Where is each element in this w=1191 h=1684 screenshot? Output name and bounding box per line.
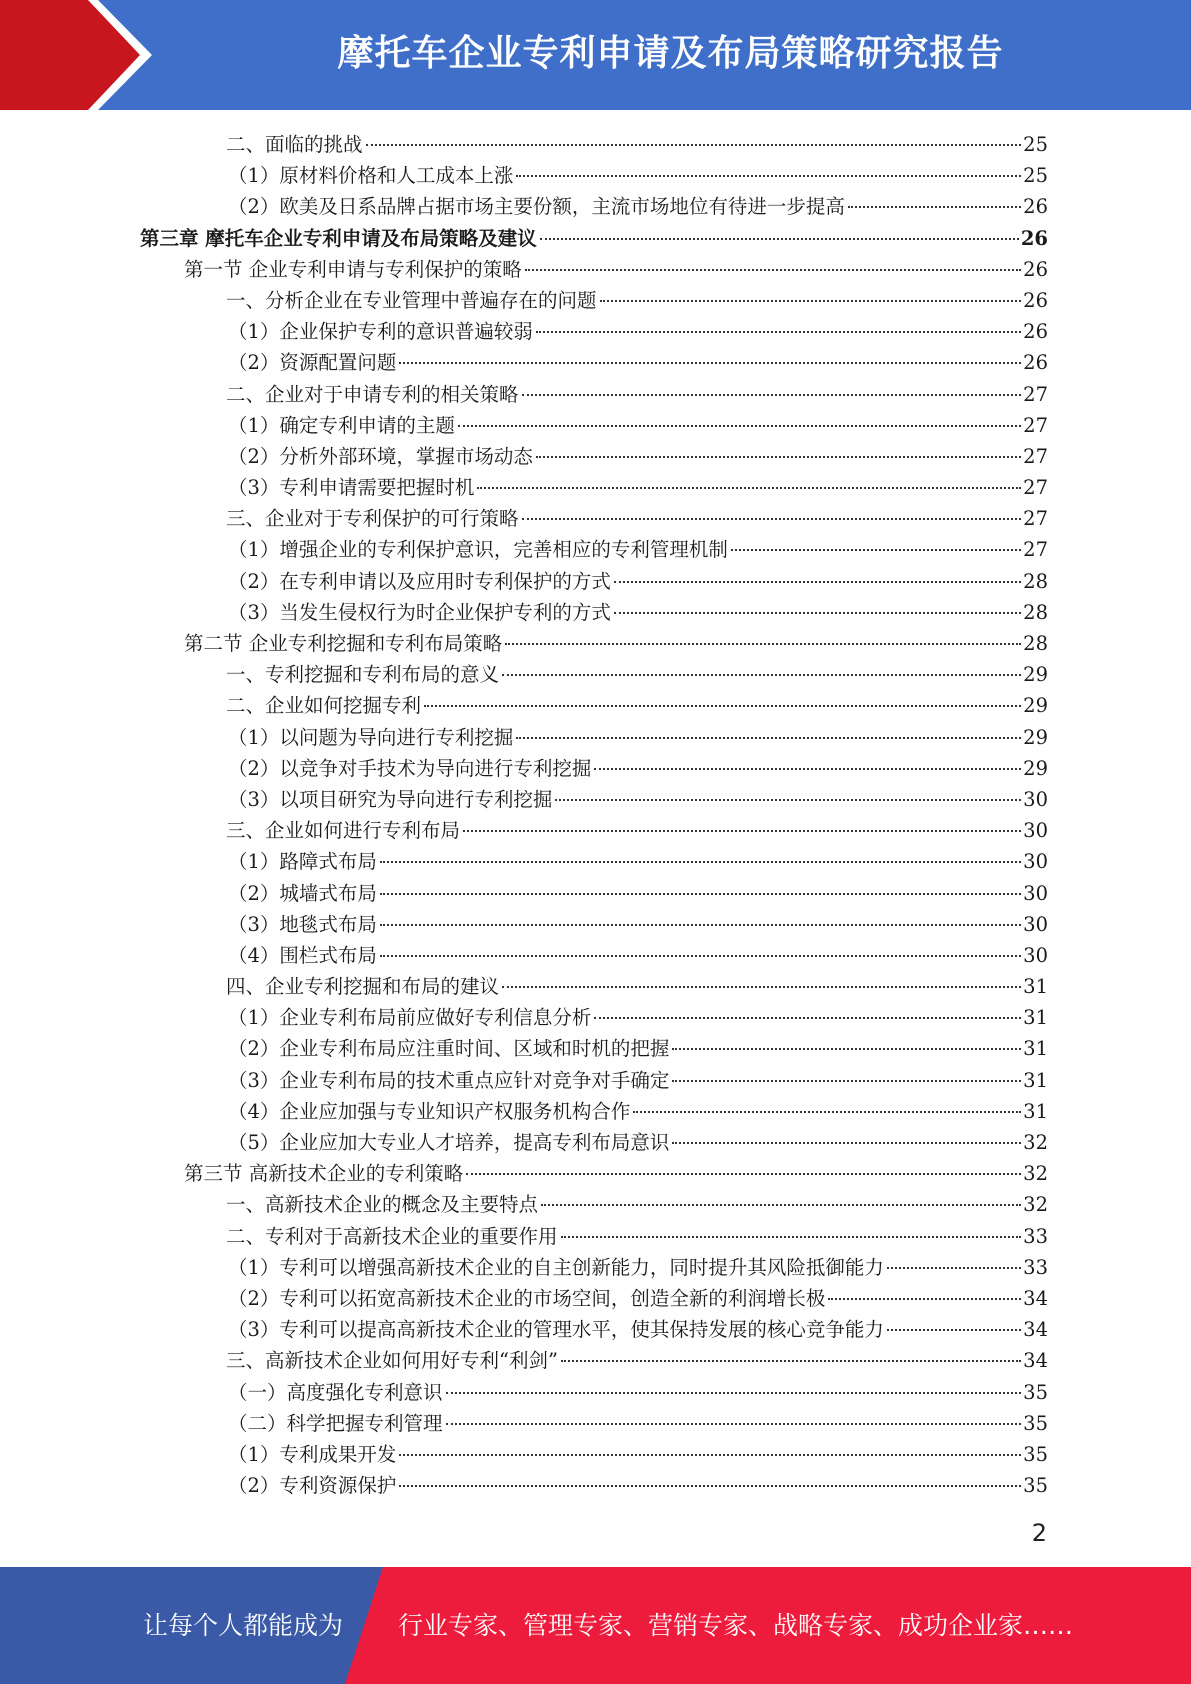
toc-entry[interactable]: [140, 815, 1048, 846]
toc-entry[interactable]: [140, 472, 1048, 503]
toc-entry[interactable]: [140, 1252, 1048, 1283]
toc-dot-leader: [887, 1329, 1021, 1331]
toc-dot-leader: [505, 643, 1021, 645]
toc-dot-leader: [424, 705, 1021, 707]
toc-entry-title: （3）企业专利布局的技术重点应针对竞争对手确定: [228, 1068, 670, 1092]
toc-entry-title: （2）资源配置问题: [228, 351, 397, 375]
toc-entry-title: （2）在专利申请以及应用时专利保护的方式: [228, 569, 611, 593]
toc-entry-title: （1）企业保护专利的意识普遍较弱: [228, 320, 533, 344]
toc-entry[interactable]: [140, 347, 1048, 378]
page-header: [0, 0, 1191, 110]
toc-dot-leader: [672, 1080, 1021, 1082]
toc-entry-title: （1）原材料价格和人工成本上涨: [228, 164, 514, 188]
toc-entry[interactable]: [140, 1158, 1048, 1189]
toc-entry-page: 31: [1023, 1037, 1048, 1061]
toc-entry[interactable]: [140, 160, 1048, 191]
toc-entry[interactable]: [140, 846, 1048, 877]
toc-entry-page: 25: [1023, 133, 1048, 156]
toc-dot-leader: [848, 206, 1021, 208]
toc-entry-title: 二、企业如何挖掘专利: [226, 694, 422, 718]
toc-entry-title: （2）专利资源保护: [228, 1474, 397, 1498]
toc-entry-page: 27: [1023, 538, 1048, 562]
toc-entry-title: （2）欧美及日系品牌占据市场主要份额，主流市场地位有待进一步提高: [228, 195, 845, 219]
toc-entry[interactable]: [140, 1283, 1048, 1314]
toc-entry-title: （2）企业专利布局应注重时间、区域和时机的把握: [228, 1037, 670, 1061]
toc-entry[interactable]: [140, 1408, 1048, 1439]
toc-dot-leader: [399, 362, 1021, 364]
toc-entry-page: 27: [1023, 382, 1048, 406]
toc-entry-page: 33: [1023, 1255, 1048, 1279]
toc-entry-page: 28: [1023, 600, 1048, 624]
toc-entry-title: 二、企业对于申请专利的相关策略: [226, 382, 519, 406]
toc-dot-leader: [380, 893, 1021, 895]
toc-entry-title: 第二节 企业专利挖掘和专利布局策略: [184, 632, 503, 655]
toc-entry-title: 一、高新技术企业的概念及主要特点: [226, 1193, 539, 1217]
toc-dot-leader: [399, 1485, 1021, 1487]
toc-entry-page: 34: [1023, 1318, 1048, 1342]
toc-dot-leader: [614, 612, 1021, 614]
toc-entry-page: 29: [1023, 694, 1048, 718]
toc-dot-leader: [672, 1142, 1021, 1144]
toc-entry-page: 30: [1023, 912, 1048, 936]
toc-dot-leader: [828, 1298, 1021, 1300]
toc-entry[interactable]: [140, 1439, 1048, 1470]
toc-entry[interactable]: [140, 1096, 1048, 1127]
toc-entry[interactable]: [140, 1470, 1048, 1501]
toc-entry[interactable]: [140, 1221, 1048, 1252]
toc-dot-leader: [446, 1423, 1022, 1425]
toc-entry[interactable]: [140, 566, 1048, 597]
toc-entry[interactable]: [140, 784, 1048, 815]
toc-entry[interactable]: [140, 1314, 1048, 1345]
toc-entry-page: 26: [1023, 288, 1048, 312]
toc-entry[interactable]: [140, 1377, 1048, 1408]
toc-entry-page: 31: [1023, 1068, 1048, 1092]
toc-dot-leader: [463, 830, 1021, 832]
toc-dot-leader: [561, 1360, 1021, 1362]
toc-entry-title: （5）企业应加大专业人才培养，提高专利布局意识: [228, 1131, 670, 1154]
toc-entry[interactable]: [140, 379, 1048, 410]
toc-dot-leader: [525, 269, 1021, 271]
toc-entry[interactable]: [140, 690, 1048, 721]
report-title: 摩托车企业专利申请及布局策略研究报告: [337, 33, 1004, 74]
toc-entry-title: （一）高度强化专利意识: [228, 1380, 443, 1404]
toc-dot-leader: [887, 1267, 1021, 1269]
toc-entry-title: 第一节 企业专利申请与专利保护的策略: [184, 257, 522, 281]
toc-dot-leader: [366, 144, 1022, 146]
toc-dot-leader: [516, 175, 1021, 177]
toc-entry[interactable]: [140, 878, 1048, 909]
toc-dot-leader: [536, 456, 1021, 458]
toc-dot-leader: [399, 1454, 1021, 1456]
toc-entry[interactable]: [140, 1002, 1048, 1033]
toc-entry[interactable]: [140, 597, 1048, 628]
toc-entry[interactable]: [140, 722, 1048, 753]
toc-entry-page: 26: [1023, 195, 1048, 219]
toc-entry-page: 29: [1023, 725, 1048, 749]
toc-entry[interactable]: [140, 971, 1048, 1002]
toc-entry-title: 三、企业对于专利保护的可行策略: [226, 507, 519, 531]
footer-slogan-right: 行业专家、管理专家、营销专家、战略专家、成功企业家……: [398, 1611, 1074, 1640]
toc-dot-leader: [380, 955, 1021, 957]
toc-entry-title: 第三节 高新技术企业的专利策略: [184, 1162, 464, 1186]
toc-dot-leader: [731, 549, 1021, 551]
toc-entry-page: 32: [1023, 1162, 1048, 1186]
toc-entry-page: 34: [1023, 1286, 1048, 1310]
toc-entry-page: 27: [1023, 476, 1048, 500]
toc-entry[interactable]: [140, 1189, 1048, 1220]
toc-entry-title: （1）专利可以增强高新技术企业的自主创新能力，同时提升其风险抵御能力: [228, 1255, 884, 1279]
toc-entry-title: （4）企业应加强与专业知识产权服务机构合作: [228, 1099, 631, 1123]
toc-dot-leader: [594, 768, 1021, 770]
toc-entry-page: 27: [1023, 507, 1048, 531]
toc-entry-page: 35: [1023, 1442, 1048, 1466]
toc-entry[interactable]: [140, 940, 1048, 971]
toc-entry[interactable]: [140, 659, 1048, 690]
toc-entry-title: （1）路障式布局: [228, 850, 377, 874]
toc-dot-leader: [502, 986, 1021, 988]
toc-entry-title: 第三章 摩托车企业专利申请及布局策略及建议: [140, 226, 537, 250]
toc-entry[interactable]: [140, 753, 1048, 784]
toc-entry-page: 30: [1023, 819, 1048, 843]
toc-entry[interactable]: [140, 1065, 1048, 1096]
toc-entry[interactable]: [140, 191, 1048, 222]
toc-entry[interactable]: [140, 285, 1048, 316]
toc-entry-title: 一、专利挖掘和专利布局的意义: [226, 663, 500, 687]
toc-entry-page: 29: [1023, 756, 1048, 780]
toc-entry-page: 27: [1023, 413, 1048, 437]
toc-entry-title: （3）当发生侵权行为时企业保护专利的方式: [228, 600, 611, 624]
toc-entry-title: （1）以问题为导向进行专利挖掘: [228, 725, 514, 749]
toc-entry[interactable]: [140, 628, 1048, 659]
toc-entry-page: 28: [1023, 569, 1048, 593]
toc-entry-page: 26: [1023, 320, 1048, 344]
toc-entry-title: （4）围栏式布局: [228, 943, 377, 967]
toc-entry-title: （3）专利申请需要把握时机: [228, 476, 475, 500]
toc-entry-page: 26: [1020, 226, 1048, 250]
toc-entry[interactable]: [140, 534, 1048, 565]
toc-dot-leader: [594, 1017, 1021, 1019]
toc-entry-page: 35: [1023, 1380, 1048, 1404]
toc-dot-leader: [380, 924, 1021, 926]
toc-dot-leader: [555, 799, 1021, 801]
toc-entry-page: 32: [1023, 1193, 1048, 1217]
toc-entry-title: （2）分析外部环境，掌握市场动态: [228, 444, 533, 468]
toc-entry-page: 31: [1023, 1006, 1048, 1030]
footer-slogan-left: 让每个人都能成为: [143, 1611, 344, 1640]
toc-dot-leader: [458, 425, 1021, 427]
toc-entry-title: （2）以竞争对手技术为导向进行专利挖掘: [228, 756, 592, 780]
toc-dot-leader: [477, 487, 1021, 489]
toc-entry-title: （1）专利成果开发: [228, 1442, 397, 1466]
toc-dot-leader: [446, 1392, 1022, 1394]
toc-entry-title: 三、企业如何进行专利布局: [226, 819, 461, 843]
toc-entry[interactable]: [140, 223, 1048, 254]
toc-dot-leader: [502, 674, 1021, 676]
toc-entry-page: 31: [1023, 975, 1048, 999]
toc-entry-page: 32: [1023, 1131, 1048, 1154]
toc-entry[interactable]: [140, 254, 1048, 285]
toc-entry-page: 25: [1023, 164, 1048, 188]
toc-dot-leader: [516, 737, 1021, 739]
toc-entry-page: 30: [1023, 943, 1048, 967]
toc-entry-page: 31: [1023, 1099, 1048, 1123]
toc-entry-title: （3）以项目研究为导向进行专利挖掘: [228, 787, 553, 811]
toc-dot-leader: [536, 331, 1021, 333]
toc-dot-leader: [541, 1204, 1021, 1206]
toc-dot-leader: [522, 394, 1022, 396]
toc-entry[interactable]: [140, 1345, 1048, 1376]
toc-entry[interactable]: [140, 410, 1048, 441]
toc-entry-page: 33: [1023, 1224, 1048, 1248]
table-of-contents: [140, 129, 1048, 1501]
toc-dot-leader: [466, 1173, 1021, 1175]
toc-dot-leader: [600, 300, 1022, 302]
toc-entry-page: 28: [1023, 632, 1048, 655]
toc-dot-leader: [672, 1048, 1021, 1050]
page-footer: [0, 1567, 1191, 1684]
toc-entry-title: （1）增强企业的专利保护意识，完善相应的专利管理机制: [228, 538, 728, 562]
toc-entry-page: 26: [1023, 351, 1048, 375]
toc-entry-title: （3）地毯式布局: [228, 912, 377, 936]
toc-entry[interactable]: [140, 1127, 1048, 1158]
toc-dot-leader: [380, 861, 1021, 863]
toc-entry-page: 30: [1023, 787, 1048, 811]
toc-entry-page: 30: [1023, 881, 1048, 905]
toc-entry-title: （3）专利可以提高高新技术企业的管理水平，使其保持发展的核心竞争能力: [228, 1318, 884, 1342]
toc-entry[interactable]: [140, 503, 1048, 534]
toc-entry-page: 35: [1023, 1474, 1048, 1498]
toc-entry-title: 四、企业专利挖掘和布局的建议: [226, 975, 500, 999]
toc-entry-title: （1）确定专利申请的主题: [228, 413, 455, 437]
toc-dot-leader: [522, 518, 1022, 520]
toc-entry[interactable]: [140, 316, 1048, 347]
toc-entry-title: （1）企业专利布局前应做好专利信息分析: [228, 1006, 592, 1030]
toc-entry-page: 29: [1023, 663, 1048, 687]
toc-entry-page: 26: [1023, 257, 1048, 281]
toc-entry-title: 一、分析企业在专业管理中普遍存在的问题: [226, 288, 597, 312]
toc-entry-title: 二、面临的挑战: [226, 133, 363, 156]
toc-entry-title: 二、专利对于高新技术企业的重要作用: [226, 1224, 558, 1248]
toc-entry-title: （2）城墙式布局: [228, 881, 377, 905]
toc-entry[interactable]: [140, 1033, 1048, 1064]
toc-dot-leader: [540, 238, 1019, 240]
toc-dot-leader: [633, 1111, 1021, 1113]
toc-entry-page: 35: [1023, 1411, 1048, 1435]
toc-entry-title: 三、高新技术企业如何用好专利“利剑”: [226, 1349, 558, 1373]
header-red-arrow-shape: [0, 0, 160, 110]
toc-entry-title: （2）专利可以拓宽高新技术企业的市场空间，创造全新的利润增长极: [228, 1286, 826, 1310]
toc-entry[interactable]: [140, 129, 1048, 160]
toc-entry-page: 30: [1023, 850, 1048, 874]
toc-dot-leader: [614, 581, 1021, 583]
toc-entry-page: 27: [1023, 444, 1048, 468]
toc-entry[interactable]: [140, 909, 1048, 940]
page-number: 2: [1031, 1519, 1047, 1547]
toc-entry[interactable]: [140, 441, 1048, 472]
toc-entry-title: （二）科学把握专利管理: [228, 1411, 443, 1435]
toc-dot-leader: [561, 1236, 1022, 1238]
toc-entry-page: 34: [1023, 1349, 1048, 1373]
